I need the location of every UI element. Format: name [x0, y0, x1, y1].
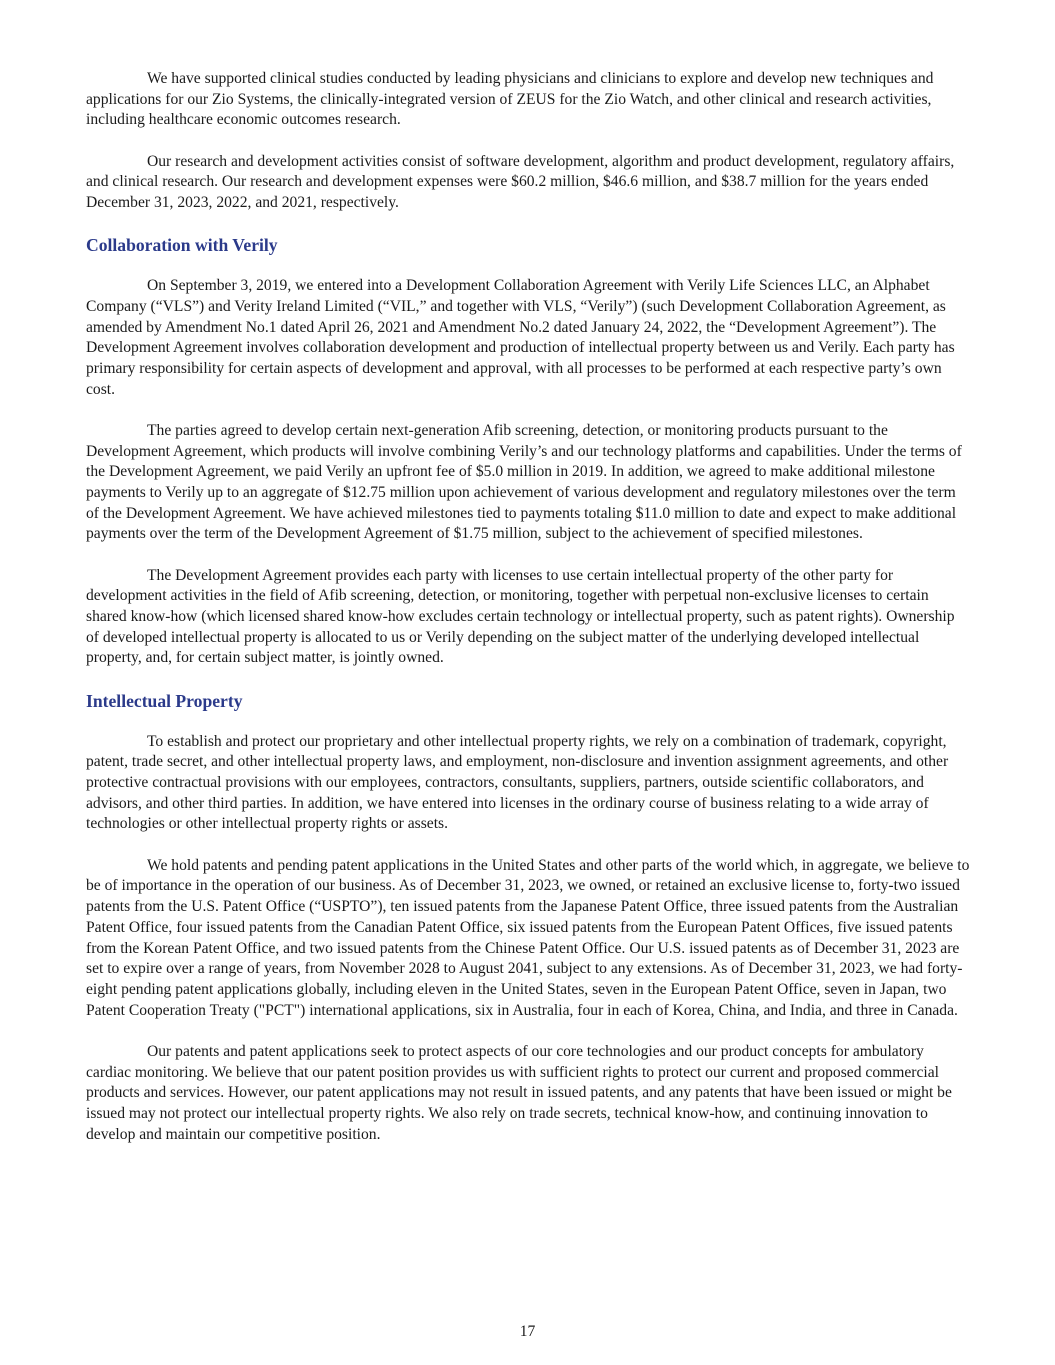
heading-collaboration-with-verily: Collaboration with Verily	[86, 235, 278, 256]
paragraph-development-agreement: On September 3, 2019, we entered into a Development Collaboration Agreement with Verily Life Sciences LLC, an Alphabet Company (“VLS”) and Verity Ireland Limited (“VIL,” and together with VLS, “Verily”) (such Development Collaboration Agreement, as amended by Amendment No.1 dated April 26, 2021 and Amendment No.2 dated January 24, 2022, the “Development Agreement”). The Development Agreement involves collaboration development and production of intellectual property between us and Verily. Each party has primary responsibility for certain aspects of development and approval, with all processes to be performed at each respective party’s own cost.	[86, 277, 955, 398]
paragraph-licenses: The Development Agreement provides each party with licenses to use certain intellectual property of the other party for development activities in the field of Afib screening, detection, or monitoring, together with perpetual non-exclusive licenses to certain shared know-how (which licensed shared know-how excludes certain technology or intellectual property, such as patent rights). Ownership of developed intellectual property is allocated to us or Verily depending on the subject matter of the underlying developed intellectual property, and, for certain subject matter, is jointly owned.	[86, 566, 955, 667]
document-page	[86, 69, 970, 1166]
paragraph-milestone-payments: The parties agreed to develop certain next-generation Afib screening, detection, or monitoring products pursuant to the Development Agreement, which products will involve combining Verily’s and our technology platforms and capabilities. Under the terms of the Development Agreement, we paid Verily an upfront fee of $5.0 million in 2019. In addition, we agreed to make additional milestone payments to Verily up to an aggregate of $12.75 million upon achievement of various development and regulatory milestones over the term of the Development Agreement. We have achieved milestones tied to payments totaling $11.0 million to date and expect to make additional payments over the term of the Development Agreement of $1.75 million, subject to the achievement of specified milestones.	[86, 421, 962, 543]
heading-intellectual-property: Intellectual Property	[86, 690, 243, 711]
page-number: 17	[519, 1323, 536, 1340]
paragraph-research-development: Our research and development activities consist of software development, algorithm and product development, regulatory affairs, and clinical research. Our research and development expenses were $60.2 million, $46.6 million, and $38.7 million for the years ended December 31, 2023, 2022, and 2021, respectively.	[86, 152, 955, 212]
paragraph-ip-protection: To establish and protect our proprietary and other intellectual property rights, we rely on a combination of trademark, copyright, patent, trade secret, and other intellectual property laws, and employment, non-disclosure and invention assignment agreements, and other protective contractual provisions with our employees, contractors, consultants, suppliers, partners, outside scientific collaborators, and advisors, and other third parties. In addition, we have entered into licenses in the ordinary course of business relating to a wide array of technologies or other intellectual property rights or assets.	[86, 732, 949, 833]
paragraph-clinical-studies: We have supported clinical studies conducted by leading physicians and clinicians to explore and develop new techniques and applications for our Zio Systems, the clinically-integrated version of ZEUS for the Zio Watch, and other clinical and research activities, including healthcare economic outcomes research.	[86, 70, 934, 129]
paragraph-patent-position: Our patents and patent applications seek to protect aspects of our core technologies and our product concepts for ambulatory cardiac monitoring. We believe that our patent position provides us with sufficient rights to protect our current and proposed commercial products and services. However, our patent applications may not result in issued patents, and any patents that have been issued or might be issued may not protect our intellectual property rights. We also rely on trade secrets, technical know-how, and continuing innovation to develop and maintain our competitive position.	[86, 1042, 952, 1143]
paragraph-patents-held: We hold patents and pending patent applications in the United States and other parts of the world which, in aggregate, we believe to be of importance in the operation of our business. As of December 31, 2023, we owned, or retained an exclusive license to, forty-two issued patents from the U.S. Patent Office (“USPTO”), ten issued patents from the Japanese Patent Office, three issued patents from the Australian Patent Office, four issued patents from the Canadian Patent Office, six issued patents from the European Patent Offices, five issued patents from the Korean Patent Office, and two issued patents from the Chinese Patent Office. Our U.S. issued patents as of December 31, 2023 are set to expire over a range of years, from November 2028 to August 2041, subject to any extensions. As of December 31, 2023, we had forty-eight pending patent applications globally, including eleven in the United States, seven in the European Patent Office, seven in Japan, two Patent Cooperation Treaty ("PCT") international applications, six in Australia, four in each of Korea, China, and India, and three in Canada.	[86, 856, 970, 1019]
